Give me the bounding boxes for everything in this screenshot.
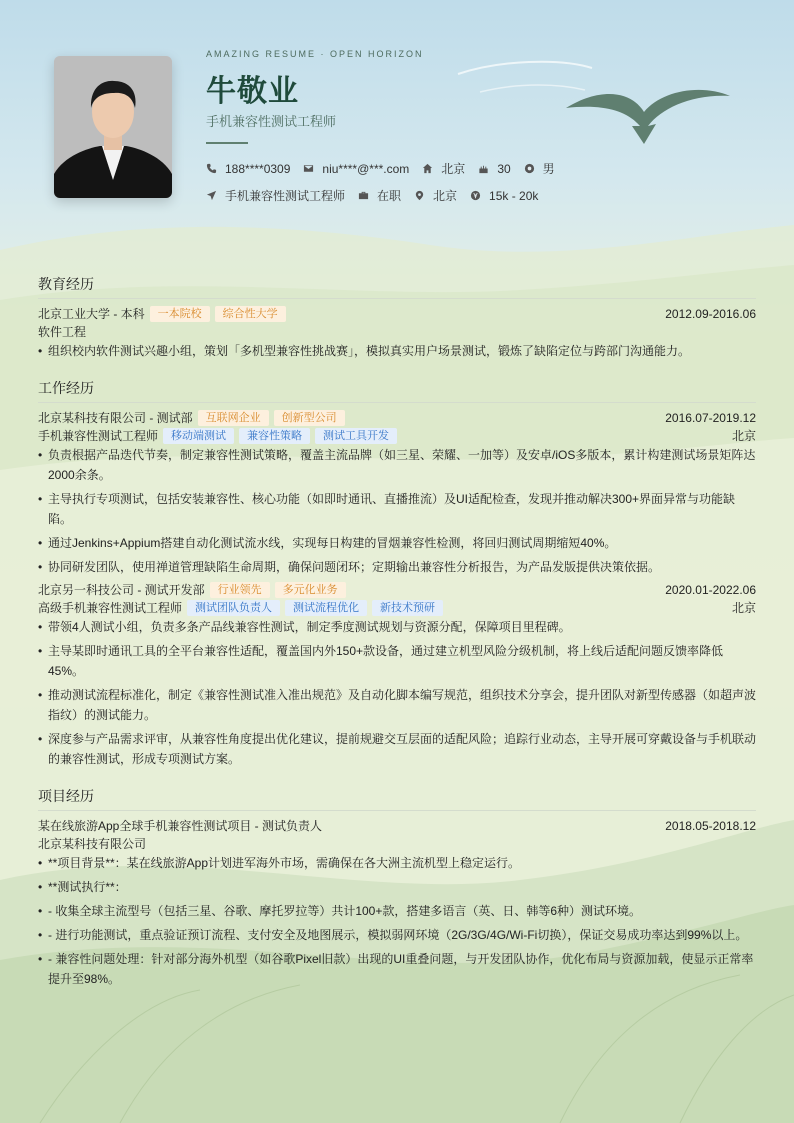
school-tag: 一本院校	[150, 306, 210, 322]
info-status	[358, 187, 401, 204]
education-title: 教育经历	[38, 274, 756, 299]
position-tag: 兼容性策略	[239, 428, 310, 444]
candidate-name: 牛敬业	[206, 75, 299, 108]
hometown-text: 北京	[441, 162, 466, 176]
job-bullets	[38, 445, 756, 577]
salary-text: 15k - 20k	[489, 188, 539, 203]
project-name: 某在线旅游App全球手机兼容性测试项目 - 测试负责人	[38, 819, 323, 833]
company-tag: 创新型公司	[274, 410, 345, 426]
list-item: • 推动测试流程标准化，制定《兼容性测试准入准出规范》及自动化脚本编写规范，组织技术分享会，提升团队对新型传感器（如超声波指纹）的测试能力。	[38, 685, 756, 725]
contact-row	[206, 160, 568, 177]
major: 软件工程	[38, 325, 87, 339]
list-item: • 深度参与产品需求评审，从兼容性角度提出优化建议，提前规避交互层面的适配风险；追踪行业动态，主导开展可穿戴设备与手机联动的兼容性测试，形成专项测试方案。	[38, 729, 756, 769]
job-date: 2016.07-2019.12	[665, 411, 756, 425]
position-tag: 测试工具开发	[315, 428, 397, 444]
school-name: 北京工业大学 - 本科	[38, 307, 145, 321]
list-item: • - 收集全球主流型号（包括三星、谷歌、摩托罗拉等）共计100+款，搭建多语言（英、日、韩等6种）测试环境。	[38, 901, 756, 921]
location-icon	[414, 190, 425, 201]
school-tag: 综合性大学	[215, 306, 286, 322]
list-item: • **测试执行**：	[38, 877, 756, 897]
job-position: 手机兼容性测试工程师	[38, 429, 159, 443]
gender-icon	[524, 163, 535, 174]
age-text: 30	[497, 161, 511, 176]
briefcase-icon	[358, 190, 369, 201]
project-title: 项目经历	[38, 786, 756, 811]
list-item: • 带领4人测试小组，负责多条产品线兼容性测试，制定季度测试规划与资源分配，保障项目里程碑。	[38, 617, 756, 637]
work-title: 工作经历	[38, 378, 756, 403]
list-item: • - 进行功能测试，重点验证预订流程、支付安全及地图展示，模拟弱网环境（2G/3G/4G/Wi-Fi切换），保证交易成功率达到99%以上。	[38, 925, 756, 945]
phone-text: 188****0309	[225, 161, 291, 176]
job-date: 2020.01-2022.06	[665, 583, 756, 597]
education-section	[38, 274, 756, 365]
list-item: • - 兼容性问题处理：针对部分海外机型（如谷歌Pixel旧款）出现的UI重叠问题，与开发团队协作，优化布局与资源加载，使显示正常率提升至98%。	[38, 949, 756, 989]
position-tag: 新技术预研	[372, 600, 443, 616]
company-name: 北京另一科技公司 - 测试开发部	[38, 583, 205, 597]
send-icon	[206, 190, 217, 201]
job-position: 高级手机兼容性测试工程师	[38, 601, 183, 615]
job-intent-row	[206, 187, 551, 204]
job-entry	[38, 581, 756, 769]
project-company: 北京某科技有限公司	[38, 837, 147, 851]
info-email	[303, 162, 409, 176]
money-icon	[470, 190, 481, 201]
intent-position-text: 手机兼容性测试工程师	[225, 189, 346, 203]
info-hometown	[422, 160, 465, 177]
list-item: • 负责根据产品迭代节奏，制定兼容性测试策略，覆盖主流品牌（如三星、荣耀、一加等）及安卓/iOS多版本，累计构建测试场景矩阵达2000余条。	[38, 445, 756, 485]
avatar	[54, 56, 172, 198]
work-section	[38, 378, 756, 773]
phone-icon	[206, 163, 217, 174]
job-city: 北京	[731, 429, 756, 443]
list-item: • 协同研发团队，使用禅道管理缺陷生命周期，确保问题闭环；定期输出兼容性分析报告，为产品发版提供决策依据。	[38, 557, 756, 577]
education-date: 2012.09-2016.06	[665, 307, 756, 321]
project-date: 2018.05-2018.12	[665, 819, 756, 833]
intent-city-text: 北京	[433, 189, 458, 203]
info-gender	[524, 160, 555, 177]
project-section	[38, 786, 756, 993]
company-tag: 行业领先	[210, 582, 270, 598]
gender-text: 男	[542, 162, 555, 176]
email-text: niu****@***.com	[322, 161, 410, 176]
candidate-title: 手机兼容性测试工程师	[206, 114, 337, 129]
info-age	[478, 162, 510, 176]
company-tag: 互联网企业	[198, 410, 269, 426]
position-tag: 测试流程优化	[285, 600, 367, 616]
company-name: 北京某科技有限公司 - 测试部	[38, 411, 193, 425]
mail-icon	[303, 163, 314, 174]
list-item: • **项目背景**：某在线旅游App计划进军海外市场，需确保在各大洲主流机型上稳定运行。	[38, 853, 756, 873]
job-city: 北京	[731, 601, 756, 615]
education-bullets	[38, 341, 756, 361]
education-header	[38, 305, 756, 323]
info-phone	[206, 162, 290, 176]
project-bullets	[38, 853, 756, 989]
title-divider	[206, 142, 248, 144]
list-item: • 主导某即时通讯工具的全平台兼容性适配，覆盖国内外150+款设备，通过建立机型风险分级机制，将上线后适配问题反馈率降低45%。	[38, 641, 756, 681]
home-icon	[422, 163, 433, 174]
cake-icon	[478, 163, 489, 174]
job-entry	[38, 409, 756, 577]
status-text: 在职	[377, 189, 402, 203]
info-intent-position	[206, 187, 345, 204]
info-intent-city	[414, 187, 457, 204]
list-item: • 通过Jenkins+Appium搭建自动化测试流水线，实现每日构建的冒烟兼容性检测，将回归测试周期缩短40%。	[38, 533, 756, 553]
info-salary	[470, 189, 538, 203]
position-tag: 测试团队负责人	[187, 600, 280, 616]
position-tag: 移动端测试	[163, 428, 234, 444]
company-tag: 多元化业务	[275, 582, 346, 598]
resume-tagline: AMAZING RESUME · OPEN HORIZON	[206, 49, 424, 59]
list-item: • 组织校内软件测试兴趣小组，策划「多机型兼容性挑战赛」，模拟真实用户场景测试，锻炼了缺陷定位与跨部门沟通能力。	[38, 341, 756, 361]
list-item: • 主导执行专项测试，包括安装兼容性、核心功能（如即时通讯、直播推流）及UI适配检查，发现并推动解决300+界面异常与功能缺陷。	[38, 489, 756, 529]
job-bullets	[38, 617, 756, 769]
